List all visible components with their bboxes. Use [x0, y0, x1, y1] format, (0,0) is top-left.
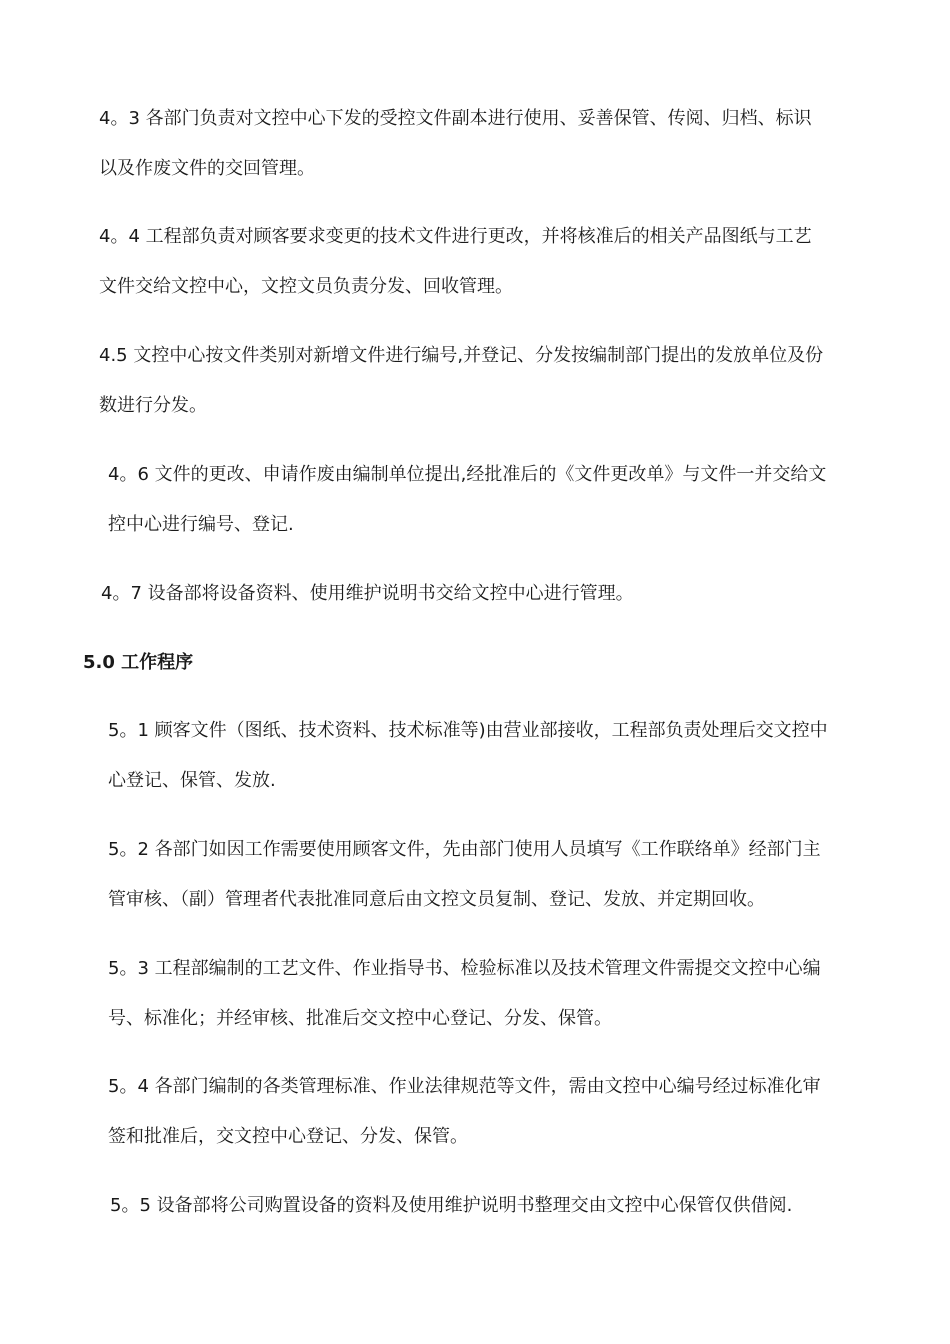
- procedure-line: 签和批准后，交文控中心登记、分发、保管。: [108, 1126, 468, 1147]
- paragraph-line: 4。7 设备部将设备资料、使用维护说明书交给文控中心进行管理。: [101, 583, 634, 604]
- procedure-line: 号、标准化；并经审核、批准后交文控中心登记、分发、保管。: [108, 1008, 612, 1029]
- paragraph-line: 4。3 各部门负责对文控中心下发的受控文件副本进行使用、妥善保管、传阅、归档、标识: [99, 108, 812, 129]
- procedure-line: 5。2 各部门如因工作需要使用顾客文件，先由部门使用人员填写《工作联络单》经部门主: [108, 839, 821, 860]
- procedure-5-1: [108, 706, 828, 806]
- paragraph-4-4: [99, 212, 812, 312]
- paragraph-line: 以及作废文件的交回管理。: [99, 158, 315, 179]
- section-heading: 5.0 工作程序: [83, 652, 194, 673]
- paragraph-line: 文件交给文控中心，文控文员负责分发、回收管理。: [99, 276, 513, 297]
- procedure-5-5: [110, 1181, 792, 1231]
- paragraph-4-6: [108, 450, 826, 550]
- paragraph-4-5: [99, 331, 823, 431]
- paragraph-line: 4.5 文控中心按文件类别对新增文件进行编号,并登记、分发按编制部门提出的发放单位及份: [99, 345, 824, 366]
- procedure-line: 5。1 顾客文件（图纸、技术资料、技术标准等)由营业部接收，工程部负责处理后交文控中: [108, 720, 828, 741]
- procedure-line: 管审核、（副）管理者代表批准同意后由文控文员复制、登记、发放、并定期回收。: [108, 889, 765, 910]
- procedure-line: 心登记、保管、发放.: [108, 770, 276, 791]
- paragraph-line: 控中心进行编号、登记.: [108, 514, 294, 535]
- procedure-5-4: [108, 1062, 821, 1162]
- paragraph-line: 数进行分发。: [99, 395, 207, 416]
- paragraph-4-7: [101, 569, 634, 619]
- procedure-line: 5。5 设备部将公司购置设备的资料及使用维护说明书整理交由文控中心保管仅供借阅.: [110, 1195, 793, 1216]
- paragraph-4-3: [99, 94, 812, 194]
- procedure-line: 5。4 各部门编制的各类管理标准、作业法律规范等文件，需由文控中心编号经过标准化审: [108, 1076, 821, 1097]
- paragraph-line: 4。4 工程部负责对顾客要求变更的技术文件进行更改，并将核准后的相关产品图纸与工艺: [99, 226, 812, 247]
- paragraph-line: 4。6 文件的更改、申请作废由编制单位提出,经批准后的《文件更改单》与文件一并交给文: [108, 464, 827, 485]
- procedure-line: 5。3 工程部编制的工艺文件、作业指导书、检验标准以及技术管理文件需提交文控中心编: [108, 958, 821, 979]
- procedure-5-3: [108, 944, 821, 1044]
- procedure-5-2: [108, 825, 821, 925]
